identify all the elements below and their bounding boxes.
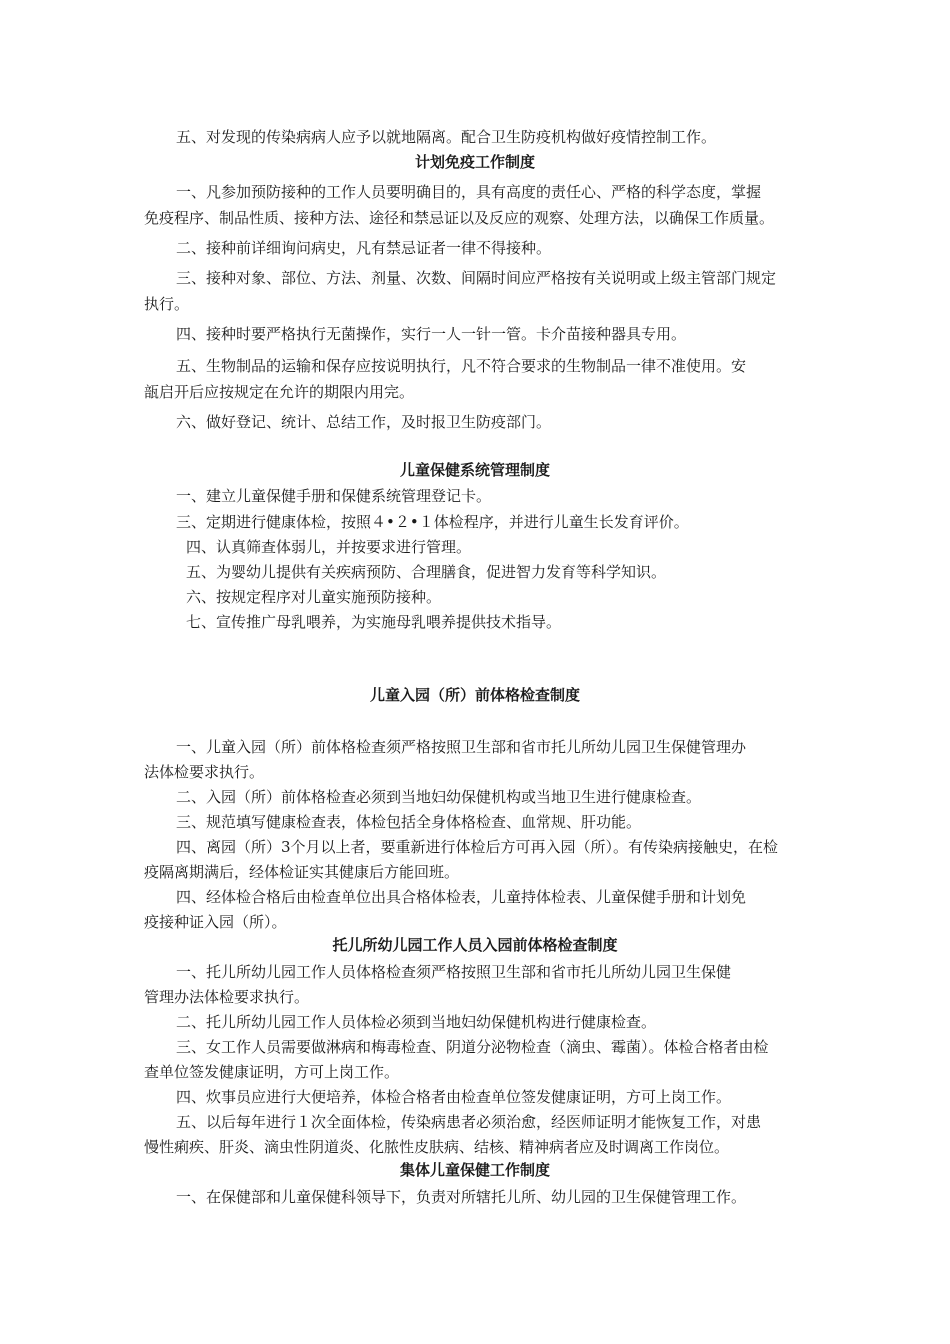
paragraph: 四、离园（所）3个月以上者，要重新进行体检后方可再入园（所）。有传染病接触史，在检 bbox=[176, 838, 779, 856]
paragraph: 五、以后每年进行１次全面体检，传染病患者必须治愈，经医师证明才能恢复工作，对患 bbox=[176, 1113, 762, 1131]
paragraph: 四、接种时要严格执行无菌操作，实行一人一针一管。卡介苗接种器具专用。 bbox=[176, 325, 687, 343]
paragraph: 二、接种前详细询问病史，凡有禁忌证者一律不得接种。 bbox=[176, 239, 552, 257]
section-title: 儿童入园（所）前体格检查制度 bbox=[369, 686, 580, 704]
paragraph: 一、建立儿童保健手册和保健系统管理登记卡。 bbox=[176, 487, 492, 505]
paragraph: 四、认真筛查体弱儿，并按要求进行管理。 bbox=[186, 538, 472, 556]
paragraph: 一、儿童入园（所）前体格检查须严格按照卫生部和省市托儿所幼儿园卫生保健管理办 bbox=[176, 738, 747, 756]
paragraph-cont: 查单位签发健康证明，方可上岗工作。 bbox=[144, 1063, 400, 1081]
paragraph: 三、女工作人员需要做淋病和梅毒检查、阴道分泌物检查（滴虫、霉菌）。体检合格者由检 bbox=[176, 1038, 769, 1056]
paragraph: 二、托儿所幼儿园工作人员体检必须到当地妇幼保健机构进行健康检查。 bbox=[176, 1013, 657, 1031]
paragraph: 四、炊事员应进行大便培养，体检合格者由检查单位签发健康证明，方可上岗工作。 bbox=[176, 1088, 732, 1106]
paragraph: 七、宣传推广母乳喂养，为实施母乳喂养提供技术指导。 bbox=[186, 613, 562, 631]
paragraph: 五、对发现的传染病病人应予以就地隔离。配合卫生防疫机构做好疫情控制工作。 bbox=[176, 128, 717, 146]
paragraph: 五、为婴幼儿提供有关疾病预防、合理膳食，促进智力发育等科学知识。 bbox=[186, 563, 667, 581]
paragraph: 四、经体检合格后由检查单位出具合格体检表，儿童持体检表、儿童保健手册和计划免 bbox=[176, 888, 747, 906]
paragraph-cont: 瓿启开后应按规定在允许的期限内用完。 bbox=[144, 383, 415, 401]
paragraph-cont: 管理办法体检要求执行。 bbox=[144, 988, 310, 1006]
paragraph: 三、定期进行健康体检，按照４•２•１体检程序，并进行儿童生长发育评价。 bbox=[176, 513, 689, 531]
paragraph-cont: 慢性痢疾、肝炎、滴虫性阴道炎、化脓性皮肤病、结核、精神病者应及时调离工作岗位。 bbox=[144, 1138, 730, 1156]
paragraph: 三、规范填写健康检查表，体检包括全身体格检查、血常规、肝功能。 bbox=[176, 813, 642, 831]
paragraph: 一、托儿所幼儿园工作人员体格检查须严格按照卫生部和省市托儿所幼儿园卫生保健 bbox=[176, 963, 732, 981]
paragraph: 一、在保健部和儿童保健科领导下，负责对所辖托儿所、幼儿园的卫生保健管理工作。 bbox=[176, 1188, 747, 1206]
paragraph: 六、按规定程序对儿童实施预防接种。 bbox=[186, 588, 442, 606]
paragraph: 六、做好登记、统计、总结工作，及时报卫生防疫部门。 bbox=[176, 413, 552, 431]
paragraph: 五、生物制品的运输和保存应按说明执行，凡不符合要求的生物制品一律不准使用。安 bbox=[176, 357, 747, 375]
section-title: 集体儿童保健工作制度 bbox=[399, 1161, 550, 1179]
paragraph-cont: 免疫程序、制品性质、接种方法、途径和禁忌证以及反应的观察、处理方法，以确保工作质量。 bbox=[144, 209, 775, 227]
section-title: 儿童保健系统管理制度 bbox=[399, 461, 550, 479]
paragraph-cont: 疫接种证入园（所）。 bbox=[144, 913, 287, 931]
paragraph-cont: 法体检要求执行。 bbox=[144, 763, 265, 781]
section-title: 计划免疫工作制度 bbox=[414, 153, 535, 171]
section-title: 托儿所幼儿园工作人员入园前体格检查制度 bbox=[332, 936, 618, 954]
paragraph-cont: 执行。 bbox=[144, 295, 190, 313]
paragraph-cont: 疫隔离期满后，经体检证实其健康后方能回班。 bbox=[144, 863, 460, 881]
paragraph: 三、接种对象、部位、方法、剂量、次数、间隔时间应严格按有关说明或上级主管部门规定 bbox=[176, 269, 777, 287]
paragraph: 二、入园（所）前体格检查必须到当地妇幼保健机构或当地卫生进行健康检查。 bbox=[176, 788, 702, 806]
paragraph: 一、凡参加预防接种的工作人员要明确目的，具有高度的责任心、严格的科学态度，掌握 bbox=[176, 183, 762, 201]
